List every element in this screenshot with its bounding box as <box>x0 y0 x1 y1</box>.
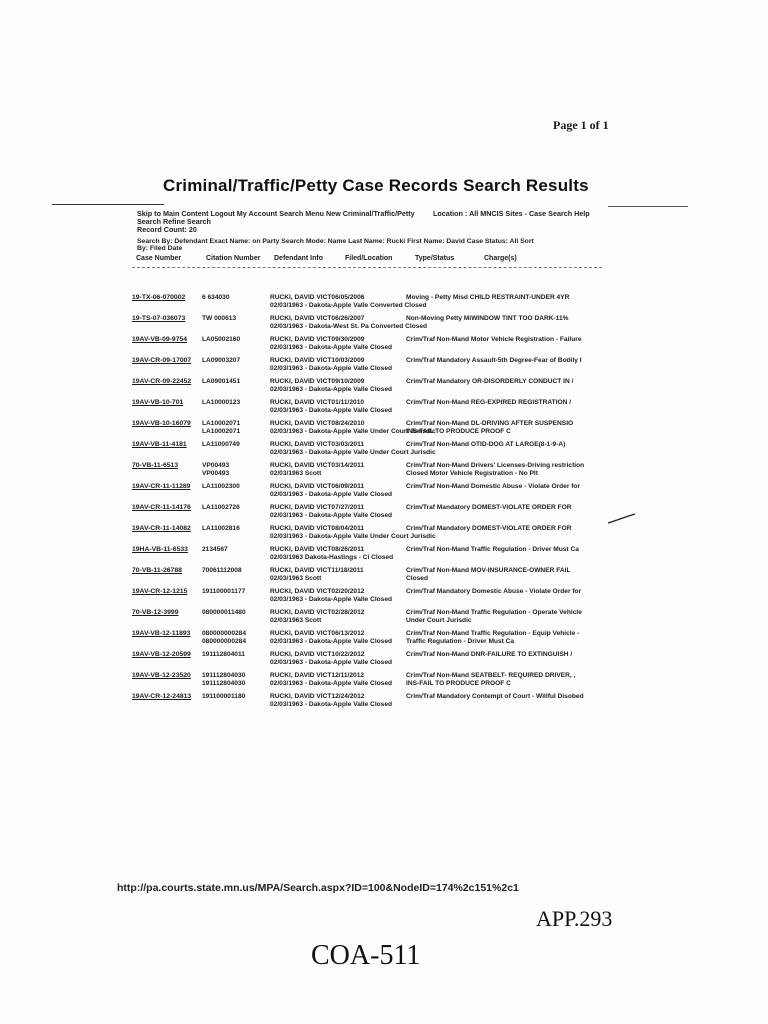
nav-line-2[interactable]: Search Refine Search <box>137 217 211 226</box>
citation-number-line: 191112804030 <box>202 679 246 687</box>
defendant-info <box>270 525 436 540</box>
defendant-info <box>270 609 408 624</box>
type-status-charges <box>406 651 602 659</box>
defendant-info <box>270 651 408 666</box>
defendant-info-line: RUCKI, DAVID VICT03/14/2011 <box>270 462 365 469</box>
citation-number-line: VP00493 <box>202 469 230 477</box>
defendant-info-line: 02/03/1963 - Dakota-Apple Valle Closed <box>270 385 393 393</box>
defendant-info-line: 02/03/1963 - Dakota-West St. Pa Converted Closed <box>270 322 428 330</box>
citation-number <box>202 672 268 687</box>
type-status-charges-line: Crim/Traf Mandatory Contempt of Court - Willful Disobed <box>406 693 584 700</box>
defendant-info <box>270 630 408 645</box>
type-status-charges <box>406 378 602 386</box>
header-defendant-info[interactable]: Defendant Info <box>274 255 323 262</box>
type-status-charges <box>406 441 602 449</box>
type-status-charges-line: Crim/Traf Mandatory OR-DISORDERLY CONDUCT IN / <box>406 378 574 385</box>
defendant-info-line: 02/03/1963 Scott <box>270 616 322 624</box>
table-row <box>132 483 602 503</box>
table-row <box>132 399 602 419</box>
defendant-info-line: 02/03/1963 - Dakota-Apple Valle Closed <box>270 637 393 645</box>
page-number: Page 1 of 1 <box>553 118 609 132</box>
defendant-info-line: 02/03/1963 - Dakota-Apple Valle Closed <box>270 700 393 708</box>
case-number-link-line: 19AV-CR-09-17007 <box>132 357 192 364</box>
type-status-charges-line: Crim/Traf Non-Mand DL-DRIVING AFTER SUSPENSIO <box>406 420 574 427</box>
citation-number-line: LA09003207 <box>202 357 241 364</box>
case-number-link-line: 19AV-CR-09-22452 <box>132 378 192 385</box>
defendant-info-line: RUCKI, DAVID VICT08/26/2011 <box>270 546 365 553</box>
header-case-number[interactable]: Case Number <box>136 255 182 262</box>
case-number-link[interactable] <box>132 693 200 701</box>
type-status-charges-line: Crim/Traf Mandatory Domestic Abuse - Violate Order for <box>406 588 582 595</box>
defendant-info-line: RUCKI, DAVID VICT06/05/2006 <box>270 294 365 301</box>
pen-mark <box>607 512 637 526</box>
defendant-info-line: 02/03/1963 Scott <box>270 574 322 582</box>
defendant-info <box>270 378 408 393</box>
record-count: Record Count: 20 <box>137 225 197 234</box>
table-row <box>132 441 602 461</box>
defendant-info-line: 02/03/1963 - Dakota-Apple Valle Closed <box>270 658 393 666</box>
table-row <box>132 336 602 356</box>
page-title: Criminal/Traffic/Petty Case Records Search Results <box>163 176 589 195</box>
citation-number-line: LA11002726 <box>202 504 240 511</box>
type-status-charges-line: Crim/Traf Mandatory DOMEST-VIOLATE ORDER FOR <box>406 504 572 511</box>
type-status-charges-line: INS-FAIL TO PRODUCE PROOF C <box>406 679 511 687</box>
type-status-charges <box>406 420 602 435</box>
case-number-link[interactable] <box>132 609 200 617</box>
case-number-link-line: 19AV-CR-11-14082 <box>132 525 191 532</box>
divider-left <box>52 204 164 205</box>
type-status-charges <box>406 546 602 554</box>
citation-number <box>202 399 268 407</box>
defendant-info-line: RUCKI, DAVID VICT06/13/2012 <box>270 630 365 637</box>
type-status-charges-line: Crim/Traf Mandatory Assault-5th Degree-Fear of Bodily I <box>406 357 582 364</box>
search-criteria <box>137 238 597 252</box>
defendant-info-line: RUCKI, DAVID VICT10/22/2012 <box>270 651 365 658</box>
defendant-info-line: RUCKI, DAVID VICT02/28/2012 <box>270 609 365 616</box>
defendant-info <box>270 336 408 351</box>
type-status-charges-line: Crim/Traf Non-Mand DNR-FAILURE TO EXTINGUISH / <box>406 651 573 658</box>
criteria-line-1: Search By: Defendant Exact Name: on Party Search Mode: Name Last Name: Rucki First Name: David Case Status: All Sort <box>137 238 534 245</box>
defendant-info-line: 02/03/1963 - Dakota-Apple Valle Under Court Jurisdic <box>270 532 436 540</box>
citation-number-line: LA05002160 <box>202 336 241 343</box>
case-number-link[interactable] <box>132 525 200 533</box>
type-status-charges-line: Crim/Traf Non-Mand Traffic Regulation - Operate Vehicle <box>406 609 582 616</box>
type-status-charges <box>406 588 602 596</box>
defendant-info-line: RUCKI, DAVID VICT03/03/2011 <box>270 441 365 448</box>
type-status-charges <box>406 483 602 491</box>
type-status-charges <box>406 399 602 407</box>
citation-number-line: LA10002071 <box>202 427 241 435</box>
type-status-charges <box>406 525 602 533</box>
case-number-link[interactable] <box>132 504 200 512</box>
citation-number-line: LA11000749 <box>202 441 240 448</box>
case-number-link[interactable] <box>132 420 200 428</box>
case-number-link-line: 19AV-CR-11-14176 <box>132 504 191 511</box>
citation-number-line: LA09001451 <box>202 378 241 385</box>
defendant-info-line: 02/03/1963 - Dakota-Apple Valle Closed <box>270 364 393 372</box>
type-status-charges-line: Traffic Regulation - Driver Must Ca <box>406 637 515 645</box>
type-status-charges <box>406 630 602 645</box>
defendant-info <box>270 588 408 603</box>
case-number-link[interactable] <box>132 357 200 365</box>
table-row <box>132 546 602 566</box>
defendant-info-line: 02/03/1963 - Dakota-Apple Valle Closed <box>270 490 393 498</box>
citation-number-line: 191112804011 <box>202 651 245 658</box>
divider-right <box>608 206 688 207</box>
defendant-info <box>270 399 408 414</box>
table-row <box>132 630 602 650</box>
defendant-info-line: RUCKI, DAVID VICT10/03/2009 <box>270 357 365 364</box>
table-row <box>132 504 602 524</box>
case-number-link-line: 70-VB-11-6513 <box>132 462 179 469</box>
case-number-link-line: 19-TS-07-036073 <box>132 315 186 322</box>
defendant-info <box>270 504 408 519</box>
case-number-link[interactable] <box>132 567 200 575</box>
type-status-charges <box>406 504 602 512</box>
case-number-link[interactable] <box>132 588 200 596</box>
case-number-link[interactable] <box>132 399 200 407</box>
type-status-charges-line: INS-FAIL TO PRODUCE PROOF C <box>406 427 511 435</box>
case-number-link-line: 19AV-VB-12-20599 <box>132 651 191 658</box>
defendant-info-line: RUCKI, DAVID VICT09/30/2009 <box>270 336 365 343</box>
case-number-link-line: 19AV-VB-09-9754 <box>132 336 188 343</box>
header-citation-number[interactable]: Citation Number <box>206 255 261 262</box>
defendant-info-line: 02/03/1963 - Dakota-Apple Valle Under Court Jurisdic <box>270 427 436 435</box>
citation-number-line: VP00493 <box>202 462 230 469</box>
citation-number-line: 080000011480 <box>202 609 246 616</box>
results-table <box>132 253 602 708</box>
citation-number <box>202 567 268 575</box>
case-number-link-line: 19AV-VB-10-16079 <box>132 420 191 427</box>
type-status-charges-line: Crim/Traf Non-Mand Drivers' Licenses-Driving restriction <box>406 462 585 469</box>
table-row <box>132 462 602 482</box>
defendant-info-line: RUCKI, DAVID VICT06/26/2007 <box>270 315 365 322</box>
type-status-charges-line: Closed Motor Vehicle Registration - No Plt <box>406 469 538 477</box>
defendant-info <box>270 693 408 708</box>
citation-number-line: 080000000284 <box>202 630 247 637</box>
defendant-info-line: RUCKI, DAVID VICT02/20/2012 <box>270 588 365 595</box>
table-row <box>132 525 602 545</box>
citation-number <box>202 546 268 554</box>
type-status-charges <box>406 336 602 344</box>
defendant-info-line: 02/03/1963 Scott <box>270 469 322 477</box>
table-row <box>132 693 602 713</box>
type-status-charges-line: Under Court Jurisdic <box>406 616 472 624</box>
location-label: Location : All MNCIS Sites - Case Search Help <box>433 209 590 218</box>
defendant-info-line: RUCKI, DAVID VICT08/04/2011 <box>270 525 365 532</box>
citation-number <box>202 693 268 701</box>
defendant-info-line: 02/03/1963 - Dakota-Apple Valle Closed <box>270 511 393 519</box>
citation-number-line: 2134567 <box>202 546 228 553</box>
defendant-info-line: 02/03/1963 - Dakota-Apple Valle Closed <box>270 679 393 687</box>
case-number-link[interactable] <box>132 546 200 554</box>
citation-number-line: LA10002071 <box>202 420 241 427</box>
defendant-info <box>270 546 408 561</box>
source-url: http://pa.courts.state.mn.us/MPA/Search.aspx?ID=100&NodeID=174%2c151%2c1 <box>117 882 519 894</box>
type-status-charges-line: Crim/Traf Mandatory DOMEST-VIOLATE ORDER FOR <box>406 525 572 532</box>
defendant-info <box>270 567 408 582</box>
defendant-info-line: RUCKI, DAVID VICT11/18/2011 <box>270 567 364 574</box>
citation-number <box>202 651 268 659</box>
defendant-info <box>270 672 408 687</box>
case-number-link[interactable] <box>132 651 200 659</box>
case-number-link-line: 70-VB-11-26788 <box>132 567 182 574</box>
defendant-info-line: RUCKI, DAVID VICT01/11/2010 <box>270 399 365 406</box>
citation-number <box>202 315 268 323</box>
citation-number-line: 191112804030 <box>202 672 246 679</box>
type-status-charges <box>406 609 602 624</box>
case-number-link-line: 19AV-VB-12-23520 <box>132 672 191 679</box>
type-status-charges-line: Crim/Traf Non-Mand Motor Vehicle Registration - Failure <box>406 336 582 343</box>
citation-number-line: 70061112008 <box>202 567 242 574</box>
case-number-link-line: 19HA-VB-11-6533 <box>132 546 188 553</box>
defendant-info-line: RUCKI, DAVID VICT07/27/2011 <box>270 504 365 511</box>
type-status-charges-line: Crim/Traf Non-Mand Traffic Regulation - Driver Must Ca <box>406 546 579 553</box>
case-number-link-line: 19AV-VB-12-11893 <box>132 630 191 637</box>
case-number-link-line: 19AV-CR-12-1215 <box>132 588 188 595</box>
citation-number <box>202 462 268 477</box>
table-row <box>132 588 602 608</box>
criteria-line-2: By: Filed Date <box>137 245 183 252</box>
defendant-info <box>270 357 408 372</box>
case-number-link[interactable] <box>132 336 200 344</box>
table-row <box>132 357 602 377</box>
case-number-link[interactable] <box>132 462 200 470</box>
type-status-charges-line: Crim/Traf Non-Mand Traffic Regulation - Equip Vehicle - <box>406 630 580 637</box>
type-status-charges-line: Moving - Petty Misd CHILD RESTRAINT-UNDER 4YR <box>406 294 570 301</box>
citation-number <box>202 441 268 449</box>
citation-number-line: LA10000123 <box>202 399 241 406</box>
table-row <box>132 672 602 692</box>
case-number-link-line: 70-VB-12-3999 <box>132 609 179 616</box>
citation-number-line: 191100001177 <box>202 588 246 595</box>
citation-number-line: LA11002816 <box>202 525 240 532</box>
defendant-info <box>270 315 428 330</box>
defendant-info <box>270 483 408 498</box>
table-row <box>132 378 602 398</box>
table-row <box>132 294 602 314</box>
defendant-info-line: 02/03/1963 - Dakota-Apple Valle Closed <box>270 595 393 603</box>
citation-number <box>202 609 268 617</box>
defendant-info-line: 02/03/1963 - Dakota-Apple Valle Closed <box>270 406 393 414</box>
nav-links <box>137 210 597 234</box>
defendant-info-line: 02/03/1963 Dakota-Hastings - Ci Closed <box>270 553 394 561</box>
type-status-charges <box>406 693 602 701</box>
citation-number <box>202 294 268 302</box>
case-number-link[interactable] <box>132 315 200 323</box>
citation-number <box>202 378 268 386</box>
defendant-info <box>270 462 408 477</box>
citation-number-line: TW 000613 <box>202 315 237 322</box>
type-status-charges-line: Crim/Traf Non-Mand SEATBELT- REQUIRED DRIVER, , <box>406 672 576 679</box>
citation-number <box>202 588 268 596</box>
case-number-link[interactable] <box>132 672 200 680</box>
table-row <box>132 651 602 671</box>
coa-number: COA-511 <box>311 940 421 971</box>
citation-number <box>202 525 268 533</box>
defendant-info-line: RUCKI, DAVID VICT12/11/2012 <box>270 672 365 679</box>
type-status-charges <box>406 357 602 365</box>
table-row <box>132 609 602 629</box>
citation-number <box>202 420 268 435</box>
defendant-info-line: 02/03/1963 - Dakota-Apple Valle Under Court Jurisdic <box>270 448 436 456</box>
case-number-link-line: 19AV-CR-11-11289 <box>132 483 191 490</box>
type-status-charges <box>406 315 602 323</box>
type-status-charges-line: Crim/Traf Non-Mand MOV-INSURANCE-OWNER FAIL <box>406 567 571 574</box>
table-row <box>132 420 602 440</box>
case-number-link-line: 19AV-VB-10-701 <box>132 399 184 406</box>
type-status-charges <box>406 567 602 582</box>
citation-number <box>202 504 268 512</box>
type-status-charges-line: Crim/Traf Non-Mand REG-EXPIRED REGISTRATION / <box>406 399 572 406</box>
type-status-charges-line: Non-Moving Petty MiWINDOW TINT TOO DARK-11% <box>406 315 569 322</box>
header-filed-location[interactable]: Filed/Location <box>345 255 393 262</box>
header-charges: Charge(s) <box>484 255 517 262</box>
citation-number <box>202 630 268 645</box>
defendant-info <box>270 420 436 435</box>
table-row <box>132 315 602 335</box>
type-status-charges <box>406 294 602 302</box>
type-status-charges-line: Crim/Traf Non-Mand Domestic Abuse - Violate Order for <box>406 483 581 490</box>
defendant-info-line: RUCKI, DAVID VICT08/24/2010 <box>270 420 365 427</box>
header-type-status[interactable]: Type/Status <box>415 255 455 262</box>
defendant-info-line: 02/03/1963 - Dakota-Apple Valle Closed <box>270 343 393 351</box>
case-number-link[interactable] <box>132 294 200 302</box>
case-number-link[interactable] <box>132 441 200 449</box>
citation-number-line: 191100001180 <box>202 693 246 700</box>
citation-number <box>202 357 268 365</box>
case-number-link-line: 19AV-VB-11-4181 <box>132 441 187 448</box>
table-row <box>132 567 602 587</box>
nav-line-1[interactable]: Skip to Main Content Logout My Account Search Menu New Criminal/Traffic/Petty <box>137 209 415 218</box>
defendant-info <box>270 294 427 309</box>
type-status-charges <box>406 672 602 687</box>
citation-number-line: 080000000284 <box>202 637 247 645</box>
app-number: APP.293 <box>536 906 613 931</box>
citation-number-line: LA11002300 <box>202 483 240 490</box>
citation-number <box>202 336 268 344</box>
case-number-link-line: 19-TX-06-070002 <box>132 294 186 301</box>
type-status-charges <box>406 462 602 477</box>
case-number-link[interactable] <box>132 630 200 638</box>
citation-number-line: 6 634030 <box>202 294 230 301</box>
defendant-info-line: RUCKI, DAVID VICT06/09/2011 <box>270 483 365 490</box>
type-status-charges-line: Crim/Traf Non-Mand OTID-DOG AT LARGE(8-1-9-A) <box>406 441 566 448</box>
defendant-info-line: RUCKI, DAVID VICT09/10/2009 <box>270 378 365 385</box>
defendant-info <box>270 441 436 456</box>
citation-number <box>202 483 268 491</box>
case-number-link[interactable] <box>132 483 200 491</box>
table-header <box>132 253 602 268</box>
type-status-charges-line: Closed <box>406 574 428 582</box>
defendant-info-line: 02/03/1963 - Dakota-Apple Valle Converted Closed <box>270 301 427 309</box>
defendant-info-line: RUCKI, DAVID VICT12/24/2012 <box>270 693 365 700</box>
case-number-link-line: 19AV-CR-12-24813 <box>132 693 192 700</box>
case-number-link[interactable] <box>132 378 200 386</box>
